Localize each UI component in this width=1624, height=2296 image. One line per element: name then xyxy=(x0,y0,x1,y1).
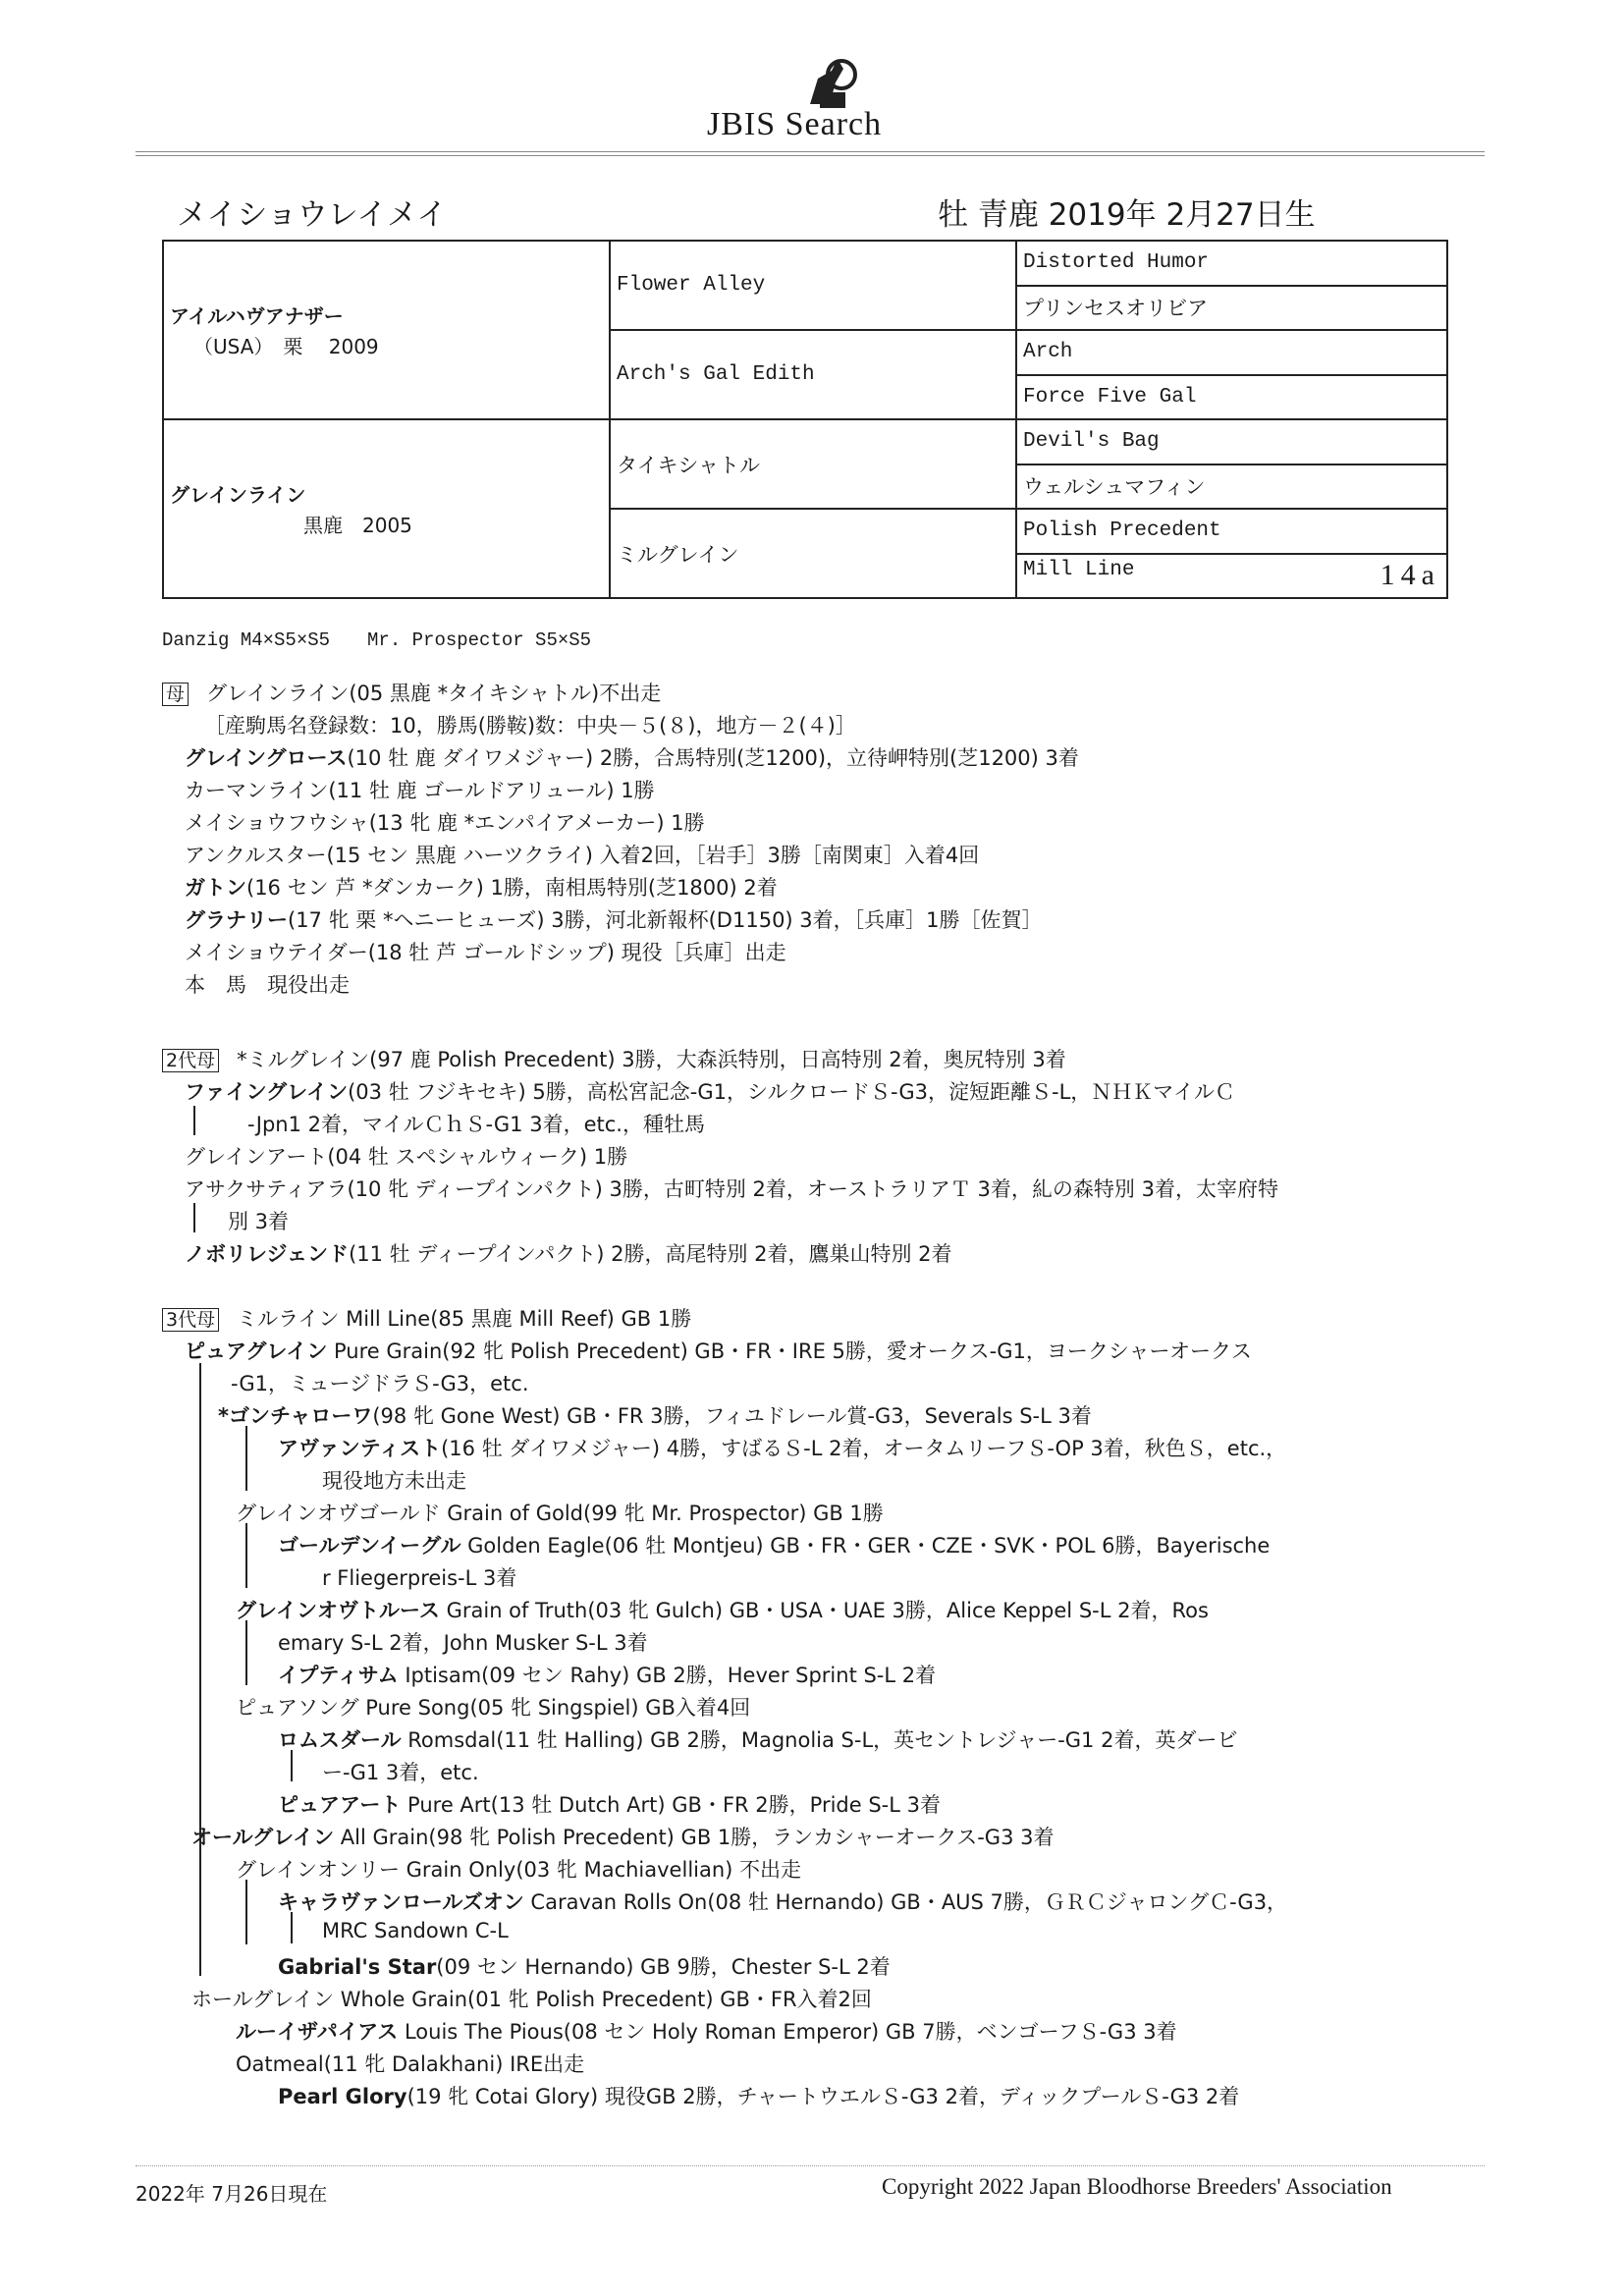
section-label-dam: 母 xyxy=(162,683,189,706)
footer-divider xyxy=(135,2165,1485,2166)
tree-connector xyxy=(199,1363,201,1976)
progeny-continued: 現役地方未出走 xyxy=(322,1469,466,1493)
progeny-entry xyxy=(191,1822,1054,1851)
progeny-detail: (09 セン Hernando) GB 9勝，Chester S-L 2着 xyxy=(436,1955,891,1979)
ddd-name: Mill Line xyxy=(1023,559,1135,582)
tree-connector xyxy=(291,1912,293,1943)
tree-connector xyxy=(245,1523,247,1588)
progeny-entry: ピュアソング Pure Song(05 牝 Singspiel) GB入着4回 xyxy=(236,1696,751,1720)
progeny-entry xyxy=(185,904,1043,934)
progeny-entry: アサクサティアラ(10 牝 ディープインパクト) 3勝，古町特別 2着，オーストラリアＴ 3着，糺の森特別 3着，太宰府特 xyxy=(185,1177,1278,1201)
progeny-continued: emary S-L 2着，John Musker S-L 3着 xyxy=(278,1631,648,1655)
tree-connector xyxy=(245,1426,247,1491)
section-label-gen3: 3代母 xyxy=(162,1308,219,1332)
progeny-detail: Grain of Truth(03 牝 Gulch) GB・USA・UAE 3勝，Alice Keppel S-L 2着，Ros xyxy=(439,1599,1209,1622)
progeny-detail: Romsdal(11 牡 Halling) GB 2勝，Magnolia S-L，英セントレジャー-G1 2着，英ダービ xyxy=(401,1728,1238,1752)
progeny-continued: MRC Sandown C-L xyxy=(322,1919,509,1942)
progeny-name: ルーイザパイアス xyxy=(236,2020,399,2044)
progeny-detail: (10 牡 鹿 ダイワメジャー) 2勝，合馬特別(芝1200)，立待岬特別(芝1200) 3着 xyxy=(347,746,1079,770)
progeny-name: *ゴンチャローワ xyxy=(218,1404,373,1428)
progeny-continued: 別 3着 xyxy=(228,1210,290,1233)
progeny-detail: Golden Eagle(06 牡 Montjeu) GB・FR・GER・CZE・SVK・POL 6勝，Bayerische xyxy=(460,1534,1271,1558)
progeny-entry xyxy=(218,1400,1092,1430)
dds-cell: Polish Precedent xyxy=(1016,509,1447,554)
progeny-name: イプティサム xyxy=(278,1664,399,1687)
progeny-continued: -G1，ミュージドラＳ-G3，etc. xyxy=(231,1372,529,1395)
progeny-continued: ー-G1 3着，etc. xyxy=(322,1761,479,1784)
second-dam-line xyxy=(162,1044,1066,1073)
progeny-detail: Pure Art(13 牡 Dutch Art) GB・FR 2勝，Pride S-L 3着 xyxy=(401,1793,941,1817)
progeny-name: オールグレイン xyxy=(191,1826,335,1849)
progeny-name: ロムスダール xyxy=(278,1728,402,1752)
progeny-entry: グレインオヴゴールド Grain of Gold(99 牝 Mr. Prospector) GB 1勝 xyxy=(236,1502,884,1525)
progeny-entry: ホールグレイン Whole Grain(01 牝 Polish Precedent) GB・FR入着2回 xyxy=(191,1988,872,2011)
progeny-entry xyxy=(185,872,778,902)
third-dam-line xyxy=(162,1303,691,1333)
sds-cell: Arch xyxy=(1016,330,1447,375)
progeny-entry: グレインアート(04 牡 スペシャルウィーク) 1勝 xyxy=(185,1145,628,1169)
progeny-entry xyxy=(185,1076,1235,1106)
progeny-entry: 本 馬 現役出走 xyxy=(185,973,350,997)
progeny-name: キャラヴァンロールズオン xyxy=(278,1890,524,1914)
progeny-name: グラナリー xyxy=(185,908,288,932)
tree-connector xyxy=(245,1880,247,1944)
progeny-entry xyxy=(278,1951,891,1981)
progeny-name: Pearl Glory xyxy=(278,2085,407,2108)
progeny-detail: (16 牡 ダイワメジャー) 4勝，すばるＳ-L 2着，オータムリーフＳ-OP 3着，秋色Ｓ，etc.， xyxy=(441,1437,1287,1460)
progeny-entry xyxy=(278,2081,1239,2110)
progeny-name: ノボリレジェンド xyxy=(185,1242,350,1266)
progeny-entry xyxy=(185,742,1079,772)
progeny-summary: ［産駒馬名登録数：10，勝馬(勝鞍)数：中央－５(８)，地方－２(４)］ xyxy=(204,714,856,738)
progeny-name: ガトン xyxy=(185,876,246,900)
progeny-detail: (16 セン 芦 *ダンカーク) 1勝，南相馬特別(芝1800) 2着 xyxy=(246,876,778,900)
tree-connector xyxy=(291,1750,293,1781)
dsd-cell: ウェルシュマフィン xyxy=(1016,465,1447,510)
progeny-entry xyxy=(278,1789,941,1819)
progeny-entry: グレインオンリー Grain Only(03 牝 Machiavellian) 不出走 xyxy=(236,1858,802,1882)
tree-connector xyxy=(245,1620,247,1685)
third-dam-entry: ミルライン Mill Line(85 黒鹿 Mill Reef) GB 1勝 xyxy=(237,1307,692,1331)
progeny-entry: カーマンライン(11 牡 鹿 ゴールドアリュール) 1勝 xyxy=(185,779,655,802)
progeny-entry xyxy=(236,1595,1209,1624)
sdd-cell: Force Five Gal xyxy=(1016,375,1447,420)
progeny-detail: Caravan Rolls On(08 牡 Hernando) GB・AUS 7勝，ＧＲＣジャロングＣ-G3， xyxy=(523,1890,1288,1914)
header-divider-2 xyxy=(135,155,1485,156)
progeny-detail: (11 牡 ディープインパクト) 2勝，高尾特別 2着，鷹巣山特別 2着 xyxy=(349,1242,952,1266)
progeny-entry xyxy=(185,1238,952,1268)
dam-sire-cell: タイキシャトル xyxy=(610,419,1016,509)
logo-text: JBIS Search xyxy=(707,106,883,142)
tree-connector xyxy=(193,1203,195,1232)
horse-name: メイショウレイメイ xyxy=(177,197,448,233)
dam-dam-cell: ミルグレイン xyxy=(610,509,1016,598)
tree-connector xyxy=(193,1106,195,1135)
dam-entry: グレインライン(05 黒鹿 *タイキシャトル)不出走 xyxy=(206,682,662,705)
dss-cell: Devil's Bag xyxy=(1016,419,1447,465)
progeny-entry xyxy=(278,1886,1287,1916)
progeny-detail: Louis The Pious(08 セン Holy Roman Emperor) GB 7勝，ベンゴーフＳ-G3 3着 xyxy=(398,2020,1177,2044)
sss-cell: Distorted Humor xyxy=(1016,241,1447,286)
dam-info: 黒鹿 2005 xyxy=(303,514,412,537)
progeny-entry: Oatmeal(11 牝 Dalakhani) IRE出走 xyxy=(236,2052,585,2076)
sire-dam-cell: Arch's Gal Edith xyxy=(610,330,1016,419)
progeny-detail: Pure Grain(92 牝 Polish Precedent) GB・FR・IRE 5勝，愛オークス-G1，ヨークシャーオークス xyxy=(327,1339,1252,1363)
progeny-detail: (19 牝 Cotai Glory) 現役GB 2勝，チャートウエルＳ-G3 2着，ディックプールＳ-G3 2着 xyxy=(406,2085,1240,2108)
progeny-detail: (03 牡 フジキセキ) 5勝，高松宮記念-G1，シルクロードＳ-G3，淀短距離Ｓ-L，ＮＨＫマイルＣ xyxy=(348,1080,1235,1104)
inbreeding-note: Danzig M4×S5×S5 Mr. Prospector S5×S5 xyxy=(162,629,592,651)
dam-name: グレインライン xyxy=(170,483,306,507)
progeny-name: Gabrial's Star xyxy=(278,1955,437,1979)
progeny-name: アヴァンティスト xyxy=(278,1437,442,1460)
ddd-cell xyxy=(1016,554,1447,599)
sire-name: アイルハヴアナザー xyxy=(170,304,344,328)
header-divider xyxy=(135,151,1485,152)
sire-sire-cell: Flower Alley xyxy=(610,241,1016,330)
progeny-continued: r Fliegerpreis-L 3着 xyxy=(322,1566,517,1590)
sire-info: （USA） 栗 2009 xyxy=(193,335,379,358)
footer-copyright: Copyright 2022 Japan Bloodhorse Breeders' Association xyxy=(882,2174,1392,2199)
progeny-entry: メイショウテイダー(18 牡 芦 ゴールドシップ) 現役［兵庫］出走 xyxy=(185,941,786,964)
footer-date: 2022年 7月26日現在 xyxy=(135,2182,328,2206)
progeny-name: ゴールデンイーグル xyxy=(278,1534,461,1558)
progeny-entry xyxy=(278,1530,1270,1559)
dam-cell xyxy=(163,419,610,598)
progeny-name: ファイングレイン xyxy=(185,1080,349,1104)
progeny-name: ピュアグレイン xyxy=(185,1339,328,1363)
progeny-detail: All Grain(98 牝 Polish Precedent) GB 1勝，ランカシャーオークス-G3 3着 xyxy=(334,1826,1055,1849)
second-dam-entry: *ミルグレイン(97 鹿 Polish Precedent) 3勝，大森浜特別，日高特別 2着，奥尻特別 3着 xyxy=(237,1048,1066,1071)
sire-cell xyxy=(163,241,610,419)
progeny-entry xyxy=(236,2016,1177,2046)
progeny-name: グレインオヴトルース xyxy=(236,1599,440,1622)
progeny-name: ピュアアート xyxy=(278,1793,402,1817)
progeny-entry xyxy=(278,1660,936,1689)
progeny-continued: -Jpn1 2着，マイルＣｈＳ-G1 3着，etc.，種牡馬 xyxy=(247,1113,705,1136)
ssd-cell: プリンセスオリビア xyxy=(1016,286,1447,331)
horse-sex-color-birth: 牡 青鹿 2019年 2月27日生 xyxy=(938,197,1316,233)
progeny-entry: メイショウフウシャ(13 牝 鹿 *エンパイアメーカー) 1勝 xyxy=(185,811,705,835)
progeny-detail: (17 牝 栗 *ヘニーヒューズ) 3勝，河北新報杯(D1150) 3着，［兵庫］1勝［佐賀］ xyxy=(288,908,1043,932)
dam-line xyxy=(162,678,661,707)
jbis-logo xyxy=(687,49,943,147)
family-number: 14a xyxy=(1380,559,1440,592)
progeny-entry: アンクルスター(15 セン 黒鹿 ハーツクライ) 入着2回，［岩手］3勝［南関東］入着4回 xyxy=(185,844,980,867)
progeny-name: グレイングロース xyxy=(185,746,348,770)
pedigree-table xyxy=(162,240,1448,599)
progeny-entry xyxy=(185,1336,1252,1365)
horse-logo-icon xyxy=(781,49,898,108)
progeny-entry xyxy=(278,1724,1237,1754)
progeny-entry xyxy=(278,1433,1286,1462)
progeny-detail: (98 牝 Gone West) GB・FR 3勝，フィユドレール賞-G3，Severals S-L 3着 xyxy=(372,1404,1092,1428)
progeny-detail: Iptisam(09 セン Rahy) GB 2勝，Hever Sprint S-L 2着 xyxy=(398,1664,937,1687)
section-label-gen2: 2代母 xyxy=(162,1049,219,1072)
